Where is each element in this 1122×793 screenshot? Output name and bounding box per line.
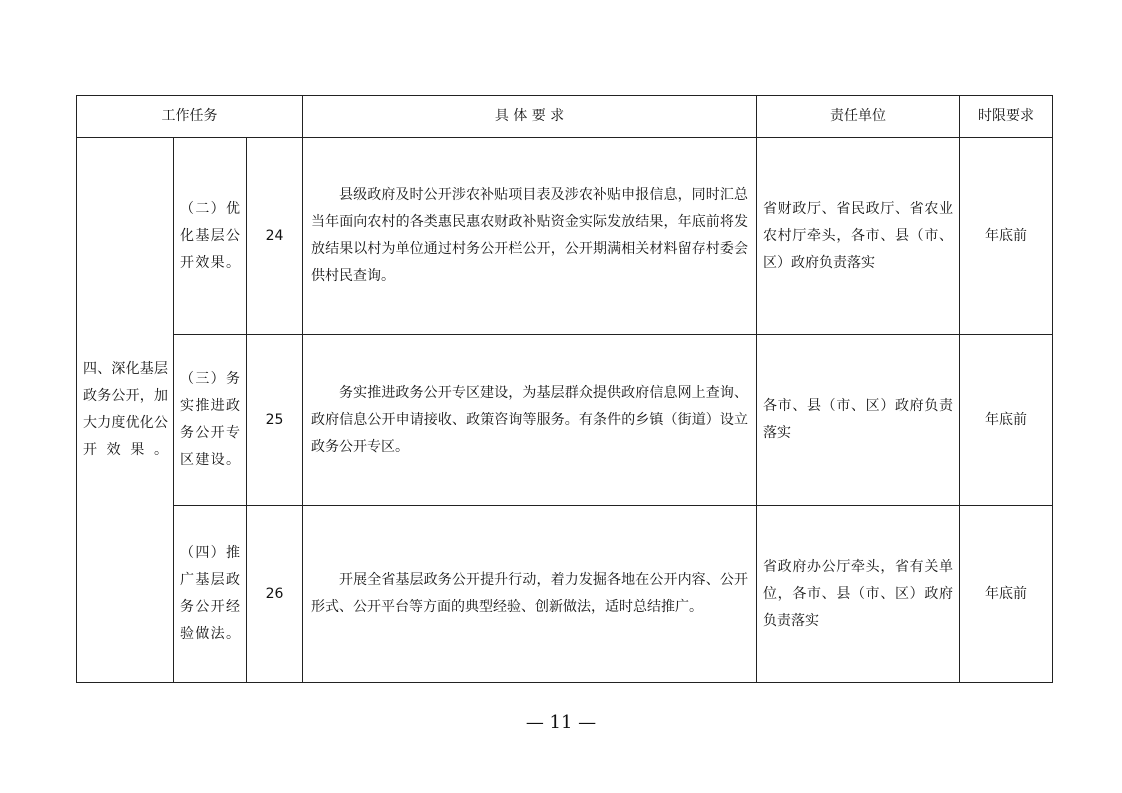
header-task: 工作任务 [77,96,303,138]
deadline-cell: 年底前 [960,506,1053,683]
requirement-cell: 县级政府及时公开涉农补贴项目表及涉农补贴申报信息，同时汇总当年面向农村的各类惠民惠农财政补贴资金实际发放结果，年底前将发放结果以村为单位通过村务公开栏公开，公开期满相关材料留存村委会供村民查询。 [303,138,757,335]
header-requirement: 具 体 要 求 [303,96,757,138]
item-number: 24 [247,138,303,335]
responsible-cell: 各市、县（市、区）政府负责落实 [757,335,960,506]
deadline-cell: 年底前 [960,138,1053,335]
table-row [77,335,1053,506]
task-table [76,95,1053,683]
table-header-row [77,96,1053,138]
category-cell: 四、深化基层政务公开，加大力度优化公开效果。 [77,138,174,683]
header-responsible: 责任单位 [757,96,960,138]
subtask-cell: （四）推广基层政务公开经验做法。 [174,506,247,683]
table-row [77,138,1053,335]
responsible-cell: 省政府办公厅牵头，省有关单位，各市、县（市、区）政府负责落实 [757,506,960,683]
page-number: — 11 — [525,712,597,733]
responsible-cell: 省财政厅、省民政厅、省农业农村厅牵头，各市、县（市、区）政府负责落实 [757,138,960,335]
deadline-cell: 年底前 [960,335,1053,506]
item-number: 26 [247,506,303,683]
subtask-cell: （二）优化基层公开效果。 [174,138,247,335]
subtask-cell: （三）务实推进政务公开专区建设。 [174,335,247,506]
table-row [77,506,1053,683]
requirement-cell: 务实推进政务公开专区建设，为基层群众提供政府信息网上查询、政府信息公开申请接收、政策咨询等服务。有条件的乡镇（街道）设立政务公开专区。 [303,335,757,506]
header-deadline: 时限要求 [960,96,1053,138]
item-number: 25 [247,335,303,506]
requirement-cell: 开展全省基层政务公开提升行动，着力发掘各地在公开内容、公开形式、公开平台等方面的典型经验、创新做法，适时总结推广。 [303,506,757,683]
